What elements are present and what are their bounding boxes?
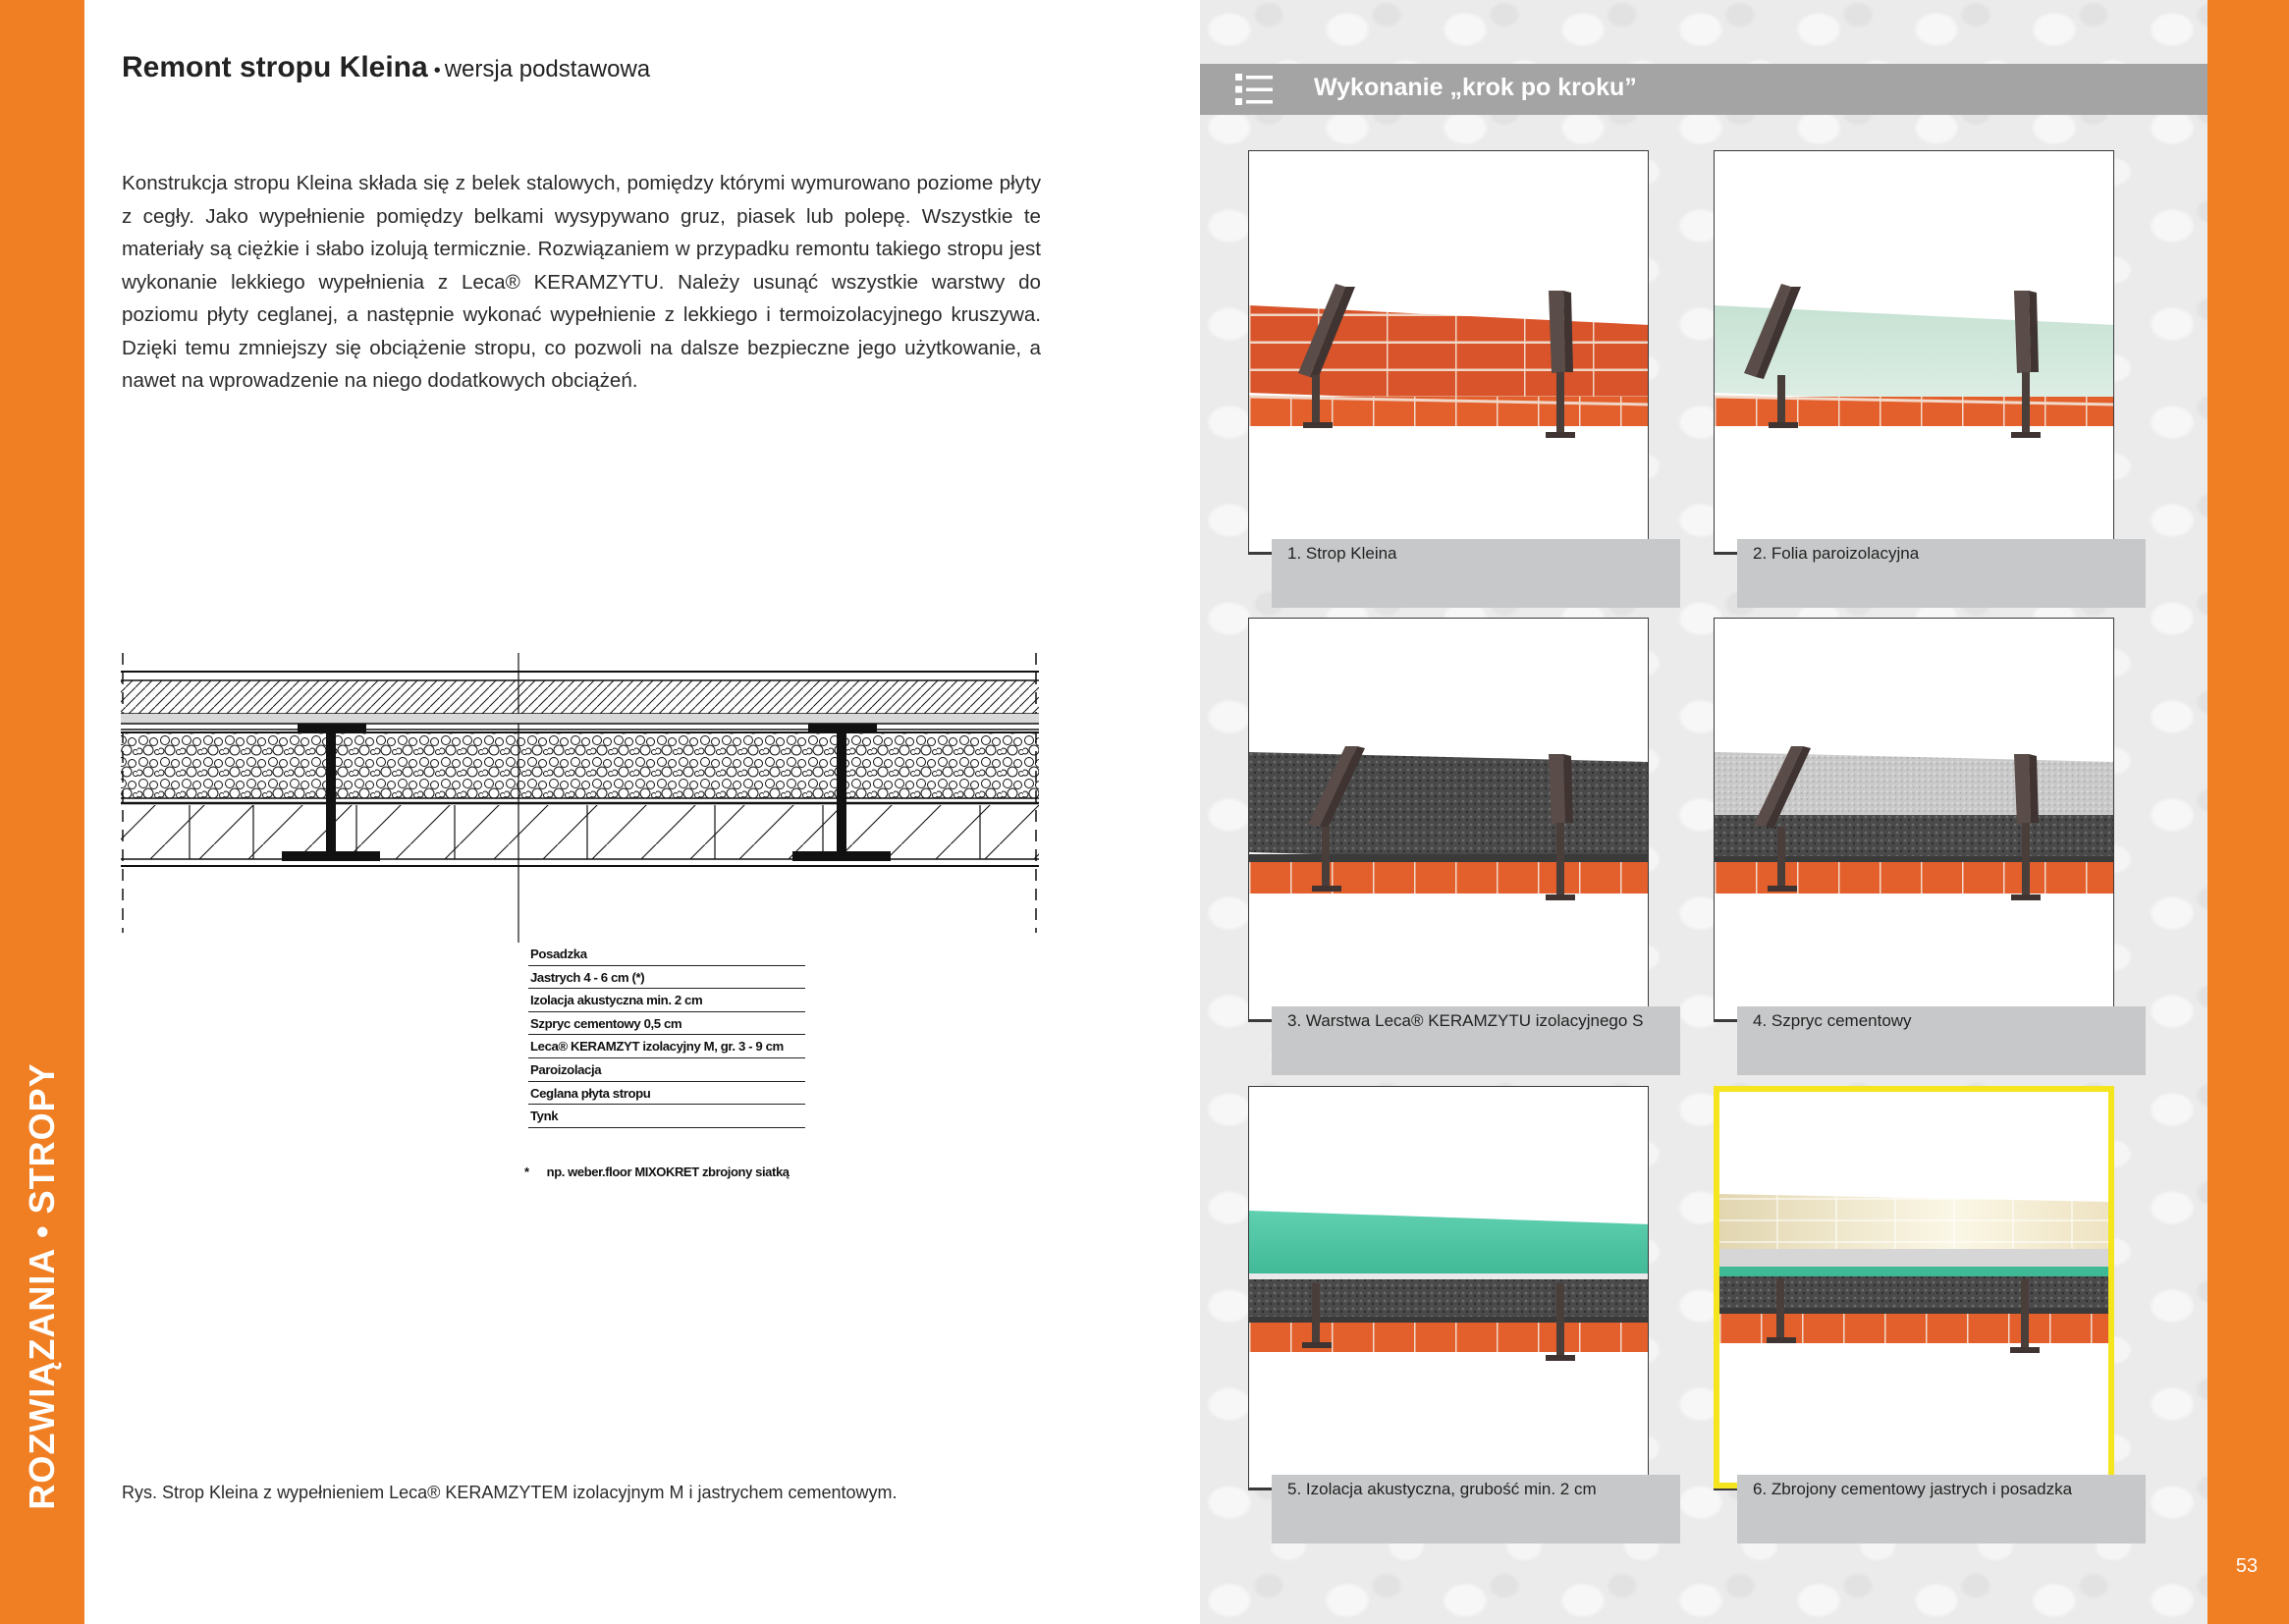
- step-6-label: 6. Zbrojony cementowy jastrych i posadzka: [1737, 1475, 2146, 1543]
- step-divider: [1714, 1489, 1737, 1490]
- page-number: 53: [2235, 1555, 2259, 1577]
- layer-item: Posadzka: [528, 943, 805, 966]
- footnote-text: np. weber.floor MIXOKRET zbrojony siatką: [546, 1164, 790, 1179]
- page-title: [122, 51, 650, 84]
- step-1-label: 1. Strop Kleina: [1272, 539, 1680, 608]
- layer-item: Jastrych 4 - 6 cm (*): [528, 966, 805, 990]
- layer-item: Szpryc cementowy 0,5 cm: [528, 1012, 805, 1036]
- step-card-4: [1714, 618, 2146, 1075]
- left-orange-band: [0, 0, 84, 1624]
- step-card-3: [1248, 618, 1680, 1075]
- title-separator: •: [433, 60, 441, 81]
- step-4-image: [1714, 618, 2114, 1020]
- figure-caption: Rys. Strop Kleina z wypełnieniem Leca® KERAMZYTEM izolacyjnym M i jastrychem cementowym.: [122, 1483, 898, 1502]
- layer-item: Ceglana płyta stropu: [528, 1082, 805, 1106]
- step-1-image: [1248, 150, 1649, 553]
- title-main: Remont stropu Kleina: [122, 51, 428, 83]
- step-5-label: 5. Izolacja akustyczna, grubość min. 2 cm: [1272, 1475, 1680, 1543]
- step-card-2: [1714, 150, 2146, 608]
- step-5-image: [1248, 1086, 1649, 1489]
- layer-item: Tynk: [528, 1105, 805, 1128]
- step-3-image: [1248, 618, 1649, 1020]
- step-divider: [1248, 553, 1272, 555]
- step-divider: [1714, 1020, 1737, 1022]
- steps-title: Wykonanie „krok po kroku”: [1314, 74, 1637, 101]
- cross-section-drawing: [116, 648, 1049, 943]
- step-2-image: [1714, 150, 2114, 553]
- layer-legend: [528, 943, 805, 1128]
- step-6-image: [1714, 1086, 2114, 1489]
- layer-item: Paroizolacja: [528, 1058, 805, 1082]
- step-divider: [1714, 553, 1737, 555]
- step-divider: [1248, 1020, 1272, 1022]
- layer-item: Izolacja akustyczna min. 2 cm: [528, 989, 805, 1012]
- right-orange-band: [2207, 0, 2289, 1624]
- step-2-label: 2. Folia paroizolacyjna: [1737, 539, 2146, 608]
- list-icon: [1235, 73, 1273, 106]
- footnote: [524, 1164, 790, 1179]
- step-card-6: [1714, 1086, 2146, 1543]
- step-divider: [1248, 1489, 1272, 1490]
- layer-item: Leca® KERAMZYT izolacyjny M, gr. 3 - 9 cm: [528, 1035, 805, 1058]
- section-side-label: ROZWIĄZANIA • STROPY: [22, 1062, 62, 1510]
- intro-paragraph: Konstrukcja stropu Kleina składa się z belek stalowych, pomiędzy którymi wymurowano poziome płyty z cegły. Jako wypełnienie pomiędzy belkami wysypywano gruz, piasek lub polepę. Wszystkie te materiały są ciężkie i słabo izolują termicznie. Rozwiązaniem w przypadku remontu takiego stropu jest wykonanie lekkiego wypełnienia z Leca® KERAMZYTU. Należy usunąć wszystkie warstwy do poziomu płyty ceglanej, a następnie wykonać wypełnienie z lekkiego i termoizolacyjnego kruszywa. Dzięki temu zmniejszy się obciążenie stropu, co pozwoli na dalsze bezpieczne jego użytkowanie, a nawet na wprowadzenie na niego dodatkowych obciążeń.: [122, 172, 1041, 392]
- step-card-5: [1248, 1086, 1680, 1543]
- steps-header: [1200, 64, 2207, 115]
- title-subtitle: wersja podstawowa: [444, 56, 651, 82]
- step-3-label: 3. Warstwa Leca® KERAMZYTU izolacyjnego S: [1272, 1006, 1680, 1075]
- footnote-marker: *: [524, 1164, 529, 1179]
- step-card-1: [1248, 150, 1680, 608]
- step-4-label: 4. Szpryc cementowy: [1737, 1006, 2146, 1075]
